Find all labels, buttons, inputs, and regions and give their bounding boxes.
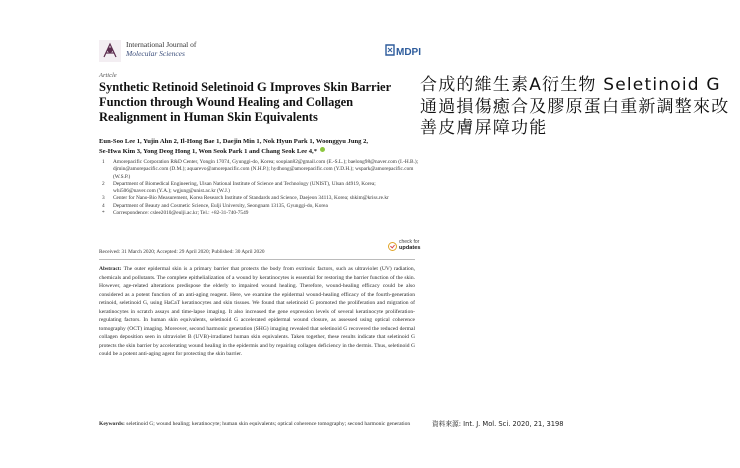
abstract-label: Abstract: xyxy=(99,266,122,272)
abstract-text: The outer epidermal skin is a primary barrier that protects the body from extrinsic factors, such as ultraviolet (UV) radiation, chemicals and pollutants. The complete epithelialization of a wound by keratinocytes is essential for restoring the barrier function of the skin. However, age-related alterations predispose the elderly to impaired wound healing. Therefore, wound-healing efficacy could be also considered as a potent function of an anti-aging reagent. Here, we examine the epidermal wound-healing efficacy of the fourth-generation retinoid, seletinoid G, using HaCaT keratinocytes and skin tissues. We found that seletinoid G promoted the proliferation and migration of keratinocytes in scratch assays and time-lapse imaging. It also increased the gene expression levels of several keratinocyte proliferation-regulating factors. In human skin equivalents, seletinoid G accelerated epidermal wound closure, as assessed using optical coherence tomography (OCT) imaging. Moreover, second harmonic generation (SHG) imaging revealed that seletinoid G recovered the reduced dermal collagen deposition seen in ultraviolet B (UVB)-irradiated human skin equivalents. Taken together, these results indicate that seletinoid G protects the skin barrier by accelerating wound healing in the epidermis and by repairing collagen deficiency in the dermis. Thus, seletinoid G could be a potent anti-aging agent for protecting the skin barrier. xyxy=(99,266,415,358)
check-updates-line1: check for xyxy=(399,239,420,245)
affiliation-text: Center for Nano-Bio Measurement, Korea Research Institute of Standards and Science, Daejeon 34113, Korea; shkim@kriss.re.kr xyxy=(113,195,389,202)
publication-dates: Received: 31 March 2020; Accepted: 29 April 2020; Published: 30 April 2020 xyxy=(99,249,265,255)
author-list xyxy=(99,137,414,156)
journal-name xyxy=(126,40,196,58)
authors-line-1 xyxy=(99,137,414,147)
divider xyxy=(99,259,415,260)
check-updates-line2: updates xyxy=(399,244,421,251)
affiliation-text: Amorepacific Corporation R&D Center, Yongin 17074, Gyunggi-do, Korea; soopian82@gmail.com (E.-S.L.); baelong98@naver.com (I.-H.B.); djmin@amorepacific.com (D.M.); aquarevo@amorepacific.com (N.H.P.); hydhong@amorepacific.com (Y.D.H.); wspark@amorepacific.com (W.S.P.) xyxy=(113,159,419,180)
affiliation-number: 4 xyxy=(102,202,105,209)
journal-name-line2: Molecular Sciences xyxy=(126,49,185,58)
article-title: Synthetic Retinoid Seletinoid G Improves Skin Barrier Function through Wound Healing and Collagen Realignment in Human Skin Equivalents xyxy=(99,80,391,124)
journal-name-line1: International Journal of xyxy=(126,40,197,49)
affiliation-item xyxy=(99,159,419,181)
check-updates-text xyxy=(399,240,420,251)
affiliation-item xyxy=(99,203,419,210)
check-updates-icon xyxy=(388,242,397,251)
affiliation-number: 1 xyxy=(102,159,105,165)
journal-logo-icon xyxy=(98,39,122,63)
check-for-updates-badge[interactable] xyxy=(388,239,421,260)
journal-header xyxy=(98,38,428,68)
affiliation-text: Department of Beauty and Cosmetic Science, Eulji University, Seongnam 13135, Gyunggi-do, Korea xyxy=(113,202,328,209)
svg-text:MDPI: MDPI xyxy=(396,47,421,58)
affiliation-item xyxy=(99,195,419,202)
authors-line-2 xyxy=(99,147,414,157)
authors-text-1: Eun-Soo Lee 1, Yujin Ahn 2, Il-Hong Bae 1, Daejin Min 1, Nok Hyun Park 1, Woonggyu Jung 2, xyxy=(99,138,369,145)
article-type: Article xyxy=(99,72,117,79)
correspondence xyxy=(99,210,419,217)
correspondence-text: Correspondence: cslee2010@eulji.ac.kr; Tel.: +82-31-740-7549 xyxy=(113,210,249,217)
affiliations xyxy=(99,159,419,217)
abstract xyxy=(99,265,415,359)
annotation-heading: 合成的維生素A衍生物 Seletinoid G 通過損傷癒合及膠原蛋白重新調整來改善皮膚屏障功能 xyxy=(420,75,730,138)
correspondence-marker: * xyxy=(102,210,105,217)
affiliation-number: 2 xyxy=(102,180,105,187)
affiliation-item xyxy=(99,181,419,196)
keywords xyxy=(99,420,415,428)
orcid-icon xyxy=(320,147,325,152)
source-citation: 資料來源: Int. J. Mol. Sci. 2020, 21, 3198 xyxy=(432,420,564,428)
authors-text-2: Se-Hwa Kim 3, Yong Deog Hong 1, Won Seok Park 1 and Chang Seok Lee 4,* xyxy=(99,147,317,155)
affiliation-text: Department of Biomedical Engineering, Ulsan National Institute of Science and Technology (UNIST), Ulsan 44919, Korea; whi506@naver.com (Y.A.); wgjung@unist.ac.kr (W.J.) xyxy=(113,180,376,195)
mdpi-logo-icon xyxy=(384,43,424,59)
affiliation-number: 3 xyxy=(102,195,105,202)
keywords-label: Keywords: xyxy=(99,421,125,427)
keywords-text: seletinoid G; wound healing; keratinocyte; human skin equivalents; optical coherence tomography; second harmonic generation xyxy=(126,421,411,427)
